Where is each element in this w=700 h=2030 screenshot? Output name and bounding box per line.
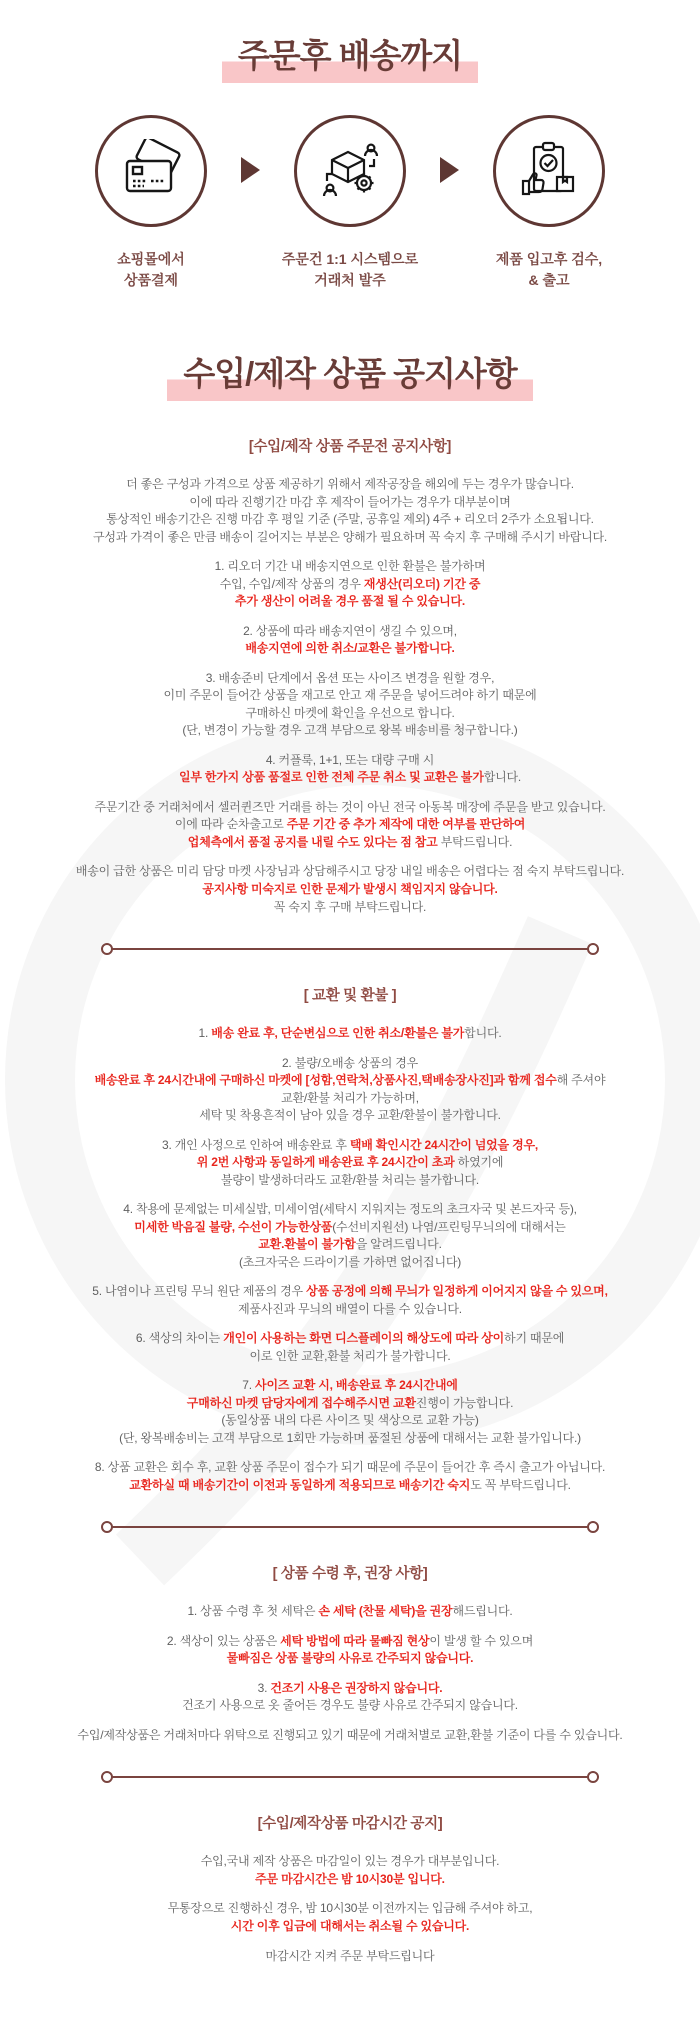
notice-body xyxy=(8,435,692,1965)
step-arrow-icon xyxy=(241,157,260,183)
section-divider xyxy=(111,1526,589,1528)
notice-section xyxy=(8,435,692,916)
notice-section xyxy=(8,1562,692,1744)
order-process-steps xyxy=(0,115,700,290)
step-arrow-icon xyxy=(440,157,459,183)
notice-paragraph: 마감시간 지켜 주문 부탁드립니다 xyxy=(265,1948,435,1963)
step-inspection xyxy=(465,115,633,290)
step-order-system xyxy=(266,115,434,290)
section-header: [ 교환 및 환불 ] xyxy=(303,988,397,1005)
notice-paragraph: 배송이 급한 상품은 미리 담당 마켓 사장님과 상담해주시고 당장 내일 배송은 어렵다는 점 숙지 부탁드립니다. 공지사항 미숙지로 인한 문제가 발생시 책임지지 않습니다. 꼭 숙지 후 구매 부탁드립니다. xyxy=(75,864,625,914)
step-payment-caption: 쇼핑몰에서 상품결제 xyxy=(117,251,185,288)
notice-section xyxy=(8,1812,692,1965)
section-header: [수입/제작상품 마감시간 공지] xyxy=(257,1816,443,1833)
notice-paragraph: 수입,국내 제작 상품은 마감일이 있는 경우가 대부분입니다. 주문 마감시간은 밤 10시30분 입니다. xyxy=(200,1854,500,1886)
notice-paragraph: 1. 리오더 기간 내 배송지연으로 인한 환불은 불가하며 수입, 수입/제작 상품의 경우 재생산(리오더) 기간 중 추가 생산이 어려울 경우 품절 될 수 있습니다. xyxy=(214,559,486,609)
notice-paragraph: 5. 나염이나 프린팅 무늬 원단 제품의 경우 상품 공정에 의해 무늬가 일정하게 이어지지 않을 수 있으며, 제품사진과 무늬의 배열이 다를 수 있습니다. xyxy=(92,1284,608,1316)
notice-paragraph: 2. 불량/오배송 상품의 경우 배송완료 후 24시간내에 구매하신 마켓에 [성함,연락처,상품사진,택배송장사진]과 함께 접수해 주셔야 교환/환불 처리가 가능하며, 세탁 및 착용흔적이 남아 있을 경우 교환/환불이 불가합니다. xyxy=(94,1055,606,1123)
notice-paragraph: 1. 배송 완료 후, 단순변심으로 인한 취소/환불은 불가합니다. xyxy=(198,1026,502,1041)
section-divider xyxy=(111,1776,589,1778)
notice-paragraph: 4. 커플룩, 1+1, 또는 대량 구매 시 일부 한가지 상품 품절로 인한 전체 주문 취소 및 교환은 불가합니다. xyxy=(178,752,522,785)
notice-paragraph: 2. 상품에 따라 배송지연이 생길 수 있으며, 배송지연에 의한 취소/교환은 불가합니다. xyxy=(243,623,457,656)
step-order-system-caption: 주문건 1:1 시스템으로 거래처 발주 xyxy=(281,251,419,288)
notice-paragraph: 수입/제작상품은 거래처마다 위탁으로 진행되고 있기 때문에 거래처별로 교환,환불 기준이 다를 수 있습니다. xyxy=(77,1727,623,1742)
notice-paragraph: 1. 상품 수령 후 첫 세탁은 손 세탁 (찬물 세탁)을 권장해드립니다. xyxy=(187,1604,513,1619)
credit-card-icon xyxy=(95,115,207,227)
notice-paragraph: 더 좋은 구성과 가격으로 상품 제공하기 위해서 제작공장을 해외에 두는 경우가 많습니다. 이에 따라 진행기간 마감 후 제작이 들어가는 경우가 대부분이며 통상적인 배송기간은 진행 마감 후 평일 기준 (주말, 공휴일 제외) 4주 + 리오더 2주가 소요됩니다. 구성과 가격이 좋은 만큼 배송이 길어지는 부분은 양해가 필요하며 꼭 숙지 후 구매해 주시기 바랍니다. xyxy=(92,477,608,544)
notice-paragraph: 8. 상품 교환은 회수 후, 교환 상품 주문이 접수가 되기 때문에 주문이 들어간 후 즉시 출고가 아닙니다. 교환하실 때 배송기간이 이전과 동일하게 적용되므로 배송기간 숙지도 꼭 부탁드립니다. xyxy=(94,1460,606,1492)
notice-section xyxy=(8,984,692,1494)
section-header: [ 상품 수령 후, 권장 사항] xyxy=(272,1566,428,1583)
notice-paragraph: 2. 색상이 있는 상품은 세탁 방법에 따라 물빠짐 현상이 발생 할 수 있으며 물빠짐은 상품 불량의 사유로 간주되지 않습니다. xyxy=(166,1633,534,1666)
notice-paragraph: 3. 건조기 사용은 권장하지 않습니다. 건조기 사용으로 옷 줄어든 경우도 불량 사유로 간주되지 않습니다. xyxy=(182,1680,518,1713)
section-header: [수입/제작 상품 주문전 공지사항] xyxy=(248,439,452,456)
section-divider xyxy=(111,948,589,950)
page-title xyxy=(0,36,700,83)
notice-paragraph: 3. 개인 사정으로 인하여 배송완료 후 택배 확인시간 24시간이 넘었을 경우, 위 2번 사항과 동일하게 배송완료 후 24시간이 초과 하였기에 불량이 발생하더라도 교환/환불 처리는 불가합니다. xyxy=(161,1137,538,1187)
order-system-icon xyxy=(294,115,406,227)
step-inspection-caption: 제품 입고후 검수, & 출고 xyxy=(495,251,603,288)
page-title-highlight: 주문후 배송까지 xyxy=(222,36,478,83)
notice-paragraph: 4. 착용에 문제없는 미세실밥, 미세이염(세탁시 지워지는 정도의 초크자국 및 본드자국 등), 미세한 박음질 불량, 수선이 가능한상품(수선비지원선) 나염/프린팅무늬의에 대해서는 교환.환불이 불가함을 알려드립니다. (초크자국은 드라이기를 가하면 없어집니다) xyxy=(123,1202,577,1269)
notice-paragraph: 6. 색상의 차이는 개인이 사용하는 화면 디스플레이의 해상도에 따라 상이하기 때문에 이로 인한 교환,환불 처리가 불가합니다. xyxy=(135,1331,565,1363)
inspection-icon xyxy=(493,115,605,227)
notice-title xyxy=(0,354,700,401)
notice-paragraph: 7. 사이즈 교환 시, 배송완료 후 24시간내에 구매하신 마켓 담당자에게 접수해주시면 교환진행이 가능합니다. (동일상품 내의 다른 사이즈 및 색상으로 교환 가능) (단, 왕복배송비는 고객 부담으로 1회만 가능하며 품절된 상품에 대해서는 교환 불가입니다.) xyxy=(119,1378,581,1445)
notice-paragraph: 3. 배송준비 단계에서 옵션 또는 사이즈 변경을 원할 경우, 이미 주문이 들어간 상품을 재고로 안고 재 주문을 넣어드려야 하기 때문에 구매하신 마켓에 확인을 우선으로 합니다. (단, 변경이 가능할 경우 고객 부담으로 왕복 배송비를 청구합니다.) xyxy=(163,670,537,738)
notice-paragraph: 무통장으로 진행하신 경우, 밤 10시30분 이전까지는 입금해 주셔야 하고, 시간 이후 입금에 대해서는 취소될 수 있습니다. xyxy=(167,1901,533,1933)
notice-title-highlight: 수입/제작 상품 공지사항 xyxy=(167,354,532,401)
notice-paragraph: 주문기간 중 거래처에서 셀러퀸즈만 거래를 하는 것이 아닌 전국 아동복 매장에 주문을 받고 있습니다. 이에 따라 순차출고로 주문 기간 중 추가 제작에 대한 여부를 판단하여 업체측에서 품절 공지를 내릴 수도 있다는 점 참고 부탁드립니다. xyxy=(94,799,606,849)
step-payment xyxy=(67,115,235,290)
